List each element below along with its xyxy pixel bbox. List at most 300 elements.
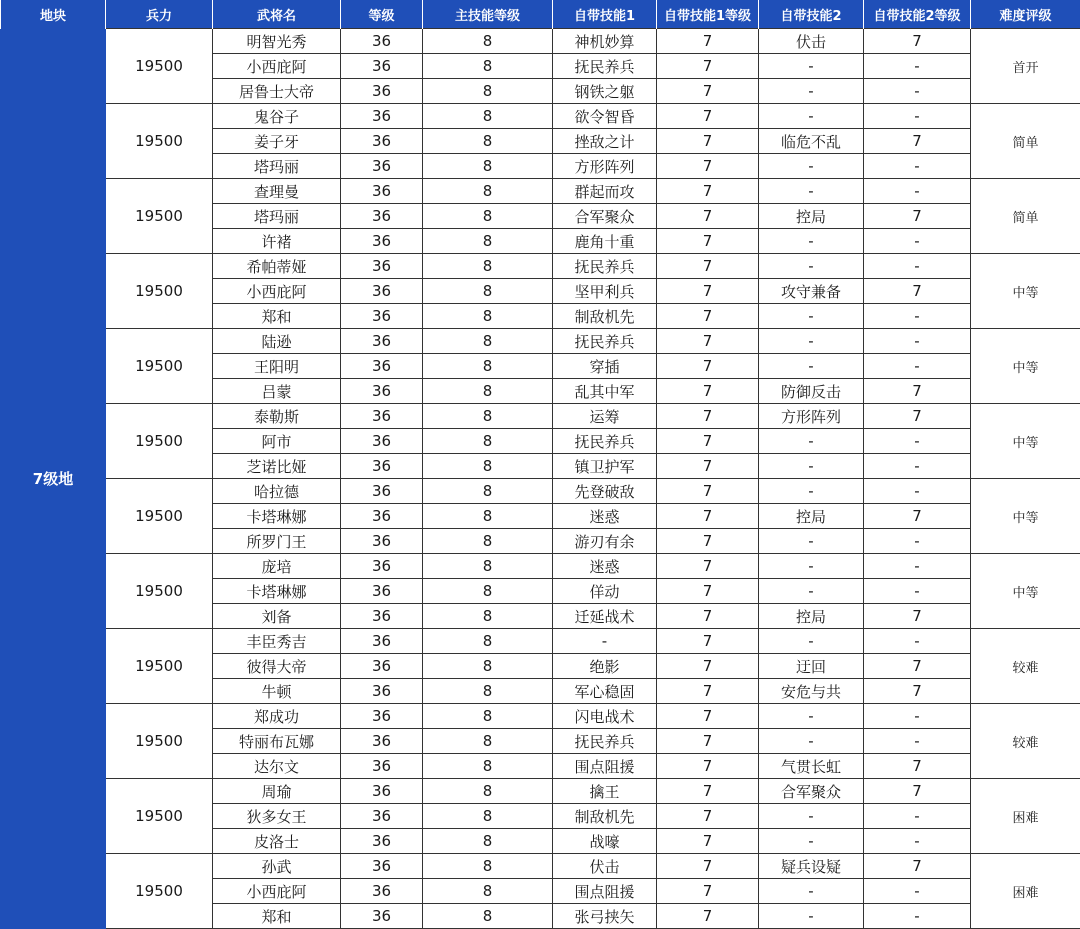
level-cell: 36 [341, 404, 423, 429]
troops-cell: 19500 [106, 479, 213, 554]
general-name-cell: 达尔文 [213, 754, 341, 779]
skill2-level-cell: - [864, 79, 971, 104]
general-name-cell: 明智光秀 [213, 29, 341, 54]
level-cell: 36 [341, 879, 423, 904]
skill2-cell: 伏击 [759, 29, 864, 54]
main-skill-level-cell: 8 [423, 779, 553, 804]
main-skill-level-cell: 8 [423, 404, 553, 429]
general-name-cell: 郑成功 [213, 704, 341, 729]
skill2-level-cell: - [864, 729, 971, 754]
skill1-level-cell: 7 [657, 204, 759, 229]
skill2-level-cell: - [864, 904, 971, 929]
skill1-cell: 挫敌之计 [553, 129, 657, 154]
level-cell: 36 [341, 204, 423, 229]
troops-cell: 19500 [106, 779, 213, 854]
skill2-level-cell: - [864, 554, 971, 579]
general-name-cell: 周瑜 [213, 779, 341, 804]
skill2-cell: - [759, 254, 864, 279]
main-skill-level-cell: 8 [423, 754, 553, 779]
main-skill-level-cell: 8 [423, 429, 553, 454]
level-cell: 36 [341, 329, 423, 354]
skill1-cell: 制敌机先 [553, 304, 657, 329]
skill1-level-cell: 7 [657, 579, 759, 604]
skill2-cell: - [759, 454, 864, 479]
skill2-cell: - [759, 704, 864, 729]
skill1-cell: 张弓挟矢 [553, 904, 657, 929]
difficulty-cell: 困难 [971, 779, 1080, 854]
skill2-cell: - [759, 354, 864, 379]
skill2-cell: 方形阵列 [759, 404, 864, 429]
skill2-cell: 临危不乱 [759, 129, 864, 154]
skill1-cell: 群起而攻 [553, 179, 657, 204]
general-name-cell: 阿市 [213, 429, 341, 454]
difficulty-cell: 中等 [971, 479, 1080, 554]
table-row [1, 329, 1080, 354]
general-name-cell: 许褚 [213, 229, 341, 254]
level-cell: 36 [341, 54, 423, 79]
skill2-level-cell: 7 [864, 679, 971, 704]
skill2-level-cell: 7 [864, 379, 971, 404]
troops-cell: 19500 [106, 179, 213, 254]
general-name-cell: 皮洛士 [213, 829, 341, 854]
level-cell: 36 [341, 604, 423, 629]
main-skill-level-cell: 8 [423, 379, 553, 404]
skill2-level-cell: - [864, 104, 971, 129]
skill1-level-cell: 7 [657, 854, 759, 879]
troops-cell: 19500 [106, 629, 213, 704]
troops-cell: 19500 [106, 104, 213, 179]
main-skill-level-cell: 8 [423, 854, 553, 879]
difficulty-cell: 中等 [971, 329, 1080, 404]
header-skill1: 自带技能1 [553, 0, 657, 29]
general-name-cell: 查理曼 [213, 179, 341, 204]
skill1-level-cell: 7 [657, 779, 759, 804]
level-cell: 36 [341, 154, 423, 179]
skill1-cell: - [553, 629, 657, 654]
skill2-cell: - [759, 904, 864, 929]
troops-cell: 19500 [106, 704, 213, 779]
skill1-cell: 迁延战术 [553, 604, 657, 629]
skill2-cell: - [759, 729, 864, 754]
skill1-level-cell: 7 [657, 54, 759, 79]
skill2-level-cell: - [864, 704, 971, 729]
skill2-level-cell: - [864, 629, 971, 654]
general-name-cell: 泰勒斯 [213, 404, 341, 429]
general-name-cell: 卡塔琳娜 [213, 579, 341, 604]
general-name-cell: 希帕蒂娅 [213, 254, 341, 279]
header-row [1, 0, 1080, 29]
level-cell: 36 [341, 429, 423, 454]
main-skill-level-cell: 8 [423, 329, 553, 354]
level-cell: 36 [341, 504, 423, 529]
troops-cell: 19500 [106, 29, 213, 104]
main-skill-level-cell: 8 [423, 679, 553, 704]
table-row [1, 254, 1080, 279]
level-cell: 36 [341, 854, 423, 879]
table-row [1, 779, 1080, 804]
main-skill-level-cell: 8 [423, 79, 553, 104]
skill1-level-cell: 7 [657, 279, 759, 304]
level-cell: 36 [341, 104, 423, 129]
skill1-cell: 合军聚众 [553, 204, 657, 229]
main-skill-level-cell: 8 [423, 454, 553, 479]
skill1-level-cell: 7 [657, 129, 759, 154]
skill2-level-cell: 7 [864, 404, 971, 429]
table-row [1, 704, 1080, 729]
skill2-cell: 安危与共 [759, 679, 864, 704]
land-cell: 7级地 [1, 29, 106, 929]
skill2-cell: - [759, 79, 864, 104]
skill2-cell: - [759, 429, 864, 454]
skill1-cell: 围点阻援 [553, 879, 657, 904]
skill1-cell: 神机妙算 [553, 29, 657, 54]
skill2-level-cell: - [864, 54, 971, 79]
general-name-cell: 孙武 [213, 854, 341, 879]
header-main-skill-level: 主技能等级 [423, 0, 553, 29]
skill2-cell: - [759, 579, 864, 604]
difficulty-cell: 较难 [971, 629, 1080, 704]
main-skill-level-cell: 8 [423, 904, 553, 929]
skill2-cell: - [759, 804, 864, 829]
skill2-cell: - [759, 829, 864, 854]
table-row [1, 179, 1080, 204]
main-skill-level-cell: 8 [423, 279, 553, 304]
skill1-level-cell: 7 [657, 704, 759, 729]
level-cell: 36 [341, 254, 423, 279]
general-name-cell: 小西庇阿 [213, 879, 341, 904]
skill1-cell: 擒王 [553, 779, 657, 804]
level-cell: 36 [341, 304, 423, 329]
skill2-level-cell: 7 [864, 779, 971, 804]
skill2-cell: 控局 [759, 604, 864, 629]
skill1-cell: 穿插 [553, 354, 657, 379]
skill1-level-cell: 7 [657, 79, 759, 104]
skill2-cell: 攻守兼备 [759, 279, 864, 304]
skill1-level-cell: 7 [657, 104, 759, 129]
main-skill-level-cell: 8 [423, 354, 553, 379]
main-skill-level-cell: 8 [423, 579, 553, 604]
skill2-cell: - [759, 879, 864, 904]
skill2-cell: - [759, 329, 864, 354]
skill1-cell: 抚民养兵 [553, 729, 657, 754]
skill1-cell: 鹿角十重 [553, 229, 657, 254]
level-cell: 36 [341, 679, 423, 704]
difficulty-cell: 首开 [971, 29, 1080, 104]
general-name-cell: 陆逊 [213, 329, 341, 354]
skill2-level-cell: 7 [864, 604, 971, 629]
header-skill2-level: 自带技能2等级 [864, 0, 971, 29]
skill1-cell: 欲令智昏 [553, 104, 657, 129]
skill1-level-cell: 7 [657, 729, 759, 754]
skill1-cell: 迷惑 [553, 504, 657, 529]
skill2-cell: - [759, 479, 864, 504]
level-cell: 36 [341, 79, 423, 104]
table-row [1, 479, 1080, 504]
level-cell: 36 [341, 529, 423, 554]
level-cell: 36 [341, 354, 423, 379]
skill1-level-cell: 7 [657, 404, 759, 429]
difficulty-cell: 中等 [971, 554, 1080, 629]
main-skill-level-cell: 8 [423, 604, 553, 629]
skill2-level-cell: - [864, 429, 971, 454]
skill2-cell: 合军聚众 [759, 779, 864, 804]
skill2-level-cell: - [864, 579, 971, 604]
skill2-level-cell: - [864, 829, 971, 854]
level-cell: 36 [341, 379, 423, 404]
main-skill-level-cell: 8 [423, 504, 553, 529]
skill1-cell: 先登破敌 [553, 479, 657, 504]
skill2-level-cell: 7 [864, 654, 971, 679]
skill1-level-cell: 7 [657, 379, 759, 404]
table-row [1, 29, 1080, 54]
skill1-cell: 闪电战术 [553, 704, 657, 729]
skill2-cell: - [759, 154, 864, 179]
main-skill-level-cell: 8 [423, 804, 553, 829]
main-skill-level-cell: 8 [423, 879, 553, 904]
skill2-level-cell: - [864, 879, 971, 904]
skill1-level-cell: 7 [657, 754, 759, 779]
level-cell: 36 [341, 629, 423, 654]
skill2-level-cell: - [864, 479, 971, 504]
level-cell: 36 [341, 704, 423, 729]
skill1-cell: 绝影 [553, 654, 657, 679]
level-cell: 36 [341, 179, 423, 204]
level-cell: 36 [341, 804, 423, 829]
general-name-cell: 哈拉德 [213, 479, 341, 504]
skill2-level-cell: 7 [864, 129, 971, 154]
skill1-cell: 游刃有余 [553, 529, 657, 554]
main-skill-level-cell: 8 [423, 829, 553, 854]
general-name-cell: 特丽布瓦娜 [213, 729, 341, 754]
main-skill-level-cell: 8 [423, 129, 553, 154]
level-cell: 36 [341, 454, 423, 479]
main-skill-level-cell: 8 [423, 154, 553, 179]
table-row [1, 104, 1080, 129]
general-name-cell: 塔玛丽 [213, 154, 341, 179]
skill1-cell: 伏击 [553, 854, 657, 879]
troops-cell: 19500 [106, 854, 213, 929]
skill2-level-cell: 7 [864, 279, 971, 304]
skill1-cell: 坚甲利兵 [553, 279, 657, 304]
level-cell: 36 [341, 829, 423, 854]
skill1-level-cell: 7 [657, 354, 759, 379]
skill1-level-cell: 7 [657, 329, 759, 354]
main-skill-level-cell: 8 [423, 304, 553, 329]
skill2-level-cell: - [864, 529, 971, 554]
difficulty-cell: 中等 [971, 254, 1080, 329]
skill2-level-cell: - [864, 254, 971, 279]
general-name-cell: 所罗门王 [213, 529, 341, 554]
skill1-level-cell: 7 [657, 829, 759, 854]
skill1-cell: 战嚎 [553, 829, 657, 854]
troops-cell: 19500 [106, 254, 213, 329]
skill1-level-cell: 7 [657, 154, 759, 179]
difficulty-cell: 简单 [971, 104, 1080, 179]
difficulty-cell: 中等 [971, 404, 1080, 479]
level-cell: 36 [341, 229, 423, 254]
skill2-cell: - [759, 629, 864, 654]
general-name-cell: 牛顿 [213, 679, 341, 704]
skill2-cell: 气贯长虹 [759, 754, 864, 779]
general-name-cell: 小西庇阿 [213, 279, 341, 304]
skill2-level-cell: - [864, 229, 971, 254]
general-name-cell: 吕蒙 [213, 379, 341, 404]
skill2-level-cell: - [864, 354, 971, 379]
table-row [1, 854, 1080, 879]
skill1-cell: 方形阵列 [553, 154, 657, 179]
skill2-level-cell: 7 [864, 854, 971, 879]
general-name-cell: 小西庇阿 [213, 54, 341, 79]
main-skill-level-cell: 8 [423, 104, 553, 129]
table-header [1, 0, 1080, 29]
skill1-level-cell: 7 [657, 804, 759, 829]
skill1-level-cell: 7 [657, 679, 759, 704]
header-skill2: 自带技能2 [759, 0, 864, 29]
main-skill-level-cell: 8 [423, 629, 553, 654]
skill2-cell: - [759, 179, 864, 204]
skill2-cell: 控局 [759, 204, 864, 229]
skill2-level-cell: 7 [864, 754, 971, 779]
skill1-level-cell: 7 [657, 254, 759, 279]
skill2-level-cell: - [864, 179, 971, 204]
general-name-cell: 丰臣秀吉 [213, 629, 341, 654]
skill2-cell: - [759, 554, 864, 579]
header-skill1-level: 自带技能1等级 [657, 0, 759, 29]
skill2-level-cell: - [864, 454, 971, 479]
difficulty-cell: 困难 [971, 854, 1080, 929]
general-name-cell: 郑和 [213, 304, 341, 329]
skill1-cell: 运筹 [553, 404, 657, 429]
skill2-level-cell: - [864, 154, 971, 179]
skill1-level-cell: 7 [657, 179, 759, 204]
skill1-level-cell: 7 [657, 554, 759, 579]
general-name-cell: 卡塔琳娜 [213, 504, 341, 529]
table-row [1, 554, 1080, 579]
main-skill-level-cell: 8 [423, 54, 553, 79]
skill2-level-cell: 7 [864, 504, 971, 529]
main-skill-level-cell: 8 [423, 29, 553, 54]
skill1-cell: 钢铁之躯 [553, 79, 657, 104]
skill1-cell: 制敌机先 [553, 804, 657, 829]
skill2-cell: - [759, 304, 864, 329]
general-name-cell: 王阳明 [213, 354, 341, 379]
skill1-cell: 佯动 [553, 579, 657, 604]
level-cell: 36 [341, 779, 423, 804]
general-name-cell: 彼得大帝 [213, 654, 341, 679]
skill1-cell: 抚民养兵 [553, 254, 657, 279]
general-name-cell: 塔玛丽 [213, 204, 341, 229]
main-skill-level-cell: 8 [423, 254, 553, 279]
skill1-level-cell: 7 [657, 429, 759, 454]
skill1-level-cell: 7 [657, 304, 759, 329]
main-skill-level-cell: 8 [423, 554, 553, 579]
skill2-level-cell: - [864, 329, 971, 354]
main-skill-level-cell: 8 [423, 479, 553, 504]
main-skill-level-cell: 8 [423, 179, 553, 204]
general-name-cell: 芝诺比娅 [213, 454, 341, 479]
skill1-level-cell: 7 [657, 229, 759, 254]
level-cell: 36 [341, 479, 423, 504]
skill1-cell: 乱其中军 [553, 379, 657, 404]
skill1-level-cell: 7 [657, 529, 759, 554]
skill1-level-cell: 7 [657, 29, 759, 54]
header-troops: 兵力 [106, 0, 213, 29]
main-skill-level-cell: 8 [423, 229, 553, 254]
level-cell: 36 [341, 729, 423, 754]
difficulty-cell: 简单 [971, 179, 1080, 254]
general-name-cell: 狄多女王 [213, 804, 341, 829]
level-cell: 36 [341, 554, 423, 579]
level-cell: 36 [341, 129, 423, 154]
skill2-cell: - [759, 104, 864, 129]
level-cell: 36 [341, 754, 423, 779]
skill1-cell: 抚民养兵 [553, 54, 657, 79]
table-row [1, 629, 1080, 654]
skill1-level-cell: 7 [657, 629, 759, 654]
main-skill-level-cell: 8 [423, 204, 553, 229]
skill2-level-cell: 7 [864, 204, 971, 229]
skill1-cell: 抚民养兵 [553, 429, 657, 454]
main-skill-level-cell: 8 [423, 529, 553, 554]
skill2-cell: - [759, 54, 864, 79]
general-name-cell: 庞培 [213, 554, 341, 579]
skill2-level-cell: 7 [864, 29, 971, 54]
header-general-name: 武将名 [213, 0, 341, 29]
difficulty-cell: 较难 [971, 704, 1080, 779]
troops-cell: 19500 [106, 329, 213, 404]
skill1-level-cell: 7 [657, 879, 759, 904]
table-row [1, 404, 1080, 429]
skill2-cell: - [759, 529, 864, 554]
table-body [1, 29, 1080, 929]
troops-cell: 19500 [106, 554, 213, 629]
header-land: 地块 [1, 0, 106, 29]
main-skill-level-cell: 8 [423, 729, 553, 754]
skill1-cell: 抚民养兵 [553, 329, 657, 354]
skill1-level-cell: 7 [657, 904, 759, 929]
skill2-level-cell: - [864, 804, 971, 829]
skill2-cell: 控局 [759, 504, 864, 529]
skill1-level-cell: 7 [657, 504, 759, 529]
skill1-cell: 围点阻援 [553, 754, 657, 779]
skill1-level-cell: 7 [657, 454, 759, 479]
level-cell: 36 [341, 29, 423, 54]
skill2-cell: 疑兵设疑 [759, 854, 864, 879]
skill2-cell: 迂回 [759, 654, 864, 679]
header-difficulty: 难度评级 [971, 0, 1080, 29]
level-cell: 36 [341, 654, 423, 679]
skill1-cell: 迷惑 [553, 554, 657, 579]
main-skill-level-cell: 8 [423, 704, 553, 729]
header-level: 等级 [341, 0, 423, 29]
level-cell: 36 [341, 279, 423, 304]
skill2-cell: - [759, 229, 864, 254]
general-name-cell: 刘备 [213, 604, 341, 629]
general-name-cell: 姜子牙 [213, 129, 341, 154]
skill1-cell: 镇卫护军 [553, 454, 657, 479]
skill1-cell: 军心稳固 [553, 679, 657, 704]
level-cell: 36 [341, 579, 423, 604]
level-cell: 36 [341, 904, 423, 929]
skill1-level-cell: 7 [657, 479, 759, 504]
skill1-level-cell: 7 [657, 604, 759, 629]
general-name-cell: 居鲁士大帝 [213, 79, 341, 104]
skill2-level-cell: - [864, 304, 971, 329]
general-name-cell: 鬼谷子 [213, 104, 341, 129]
troops-cell: 19500 [106, 404, 213, 479]
skill1-level-cell: 7 [657, 654, 759, 679]
general-name-cell: 郑和 [213, 904, 341, 929]
